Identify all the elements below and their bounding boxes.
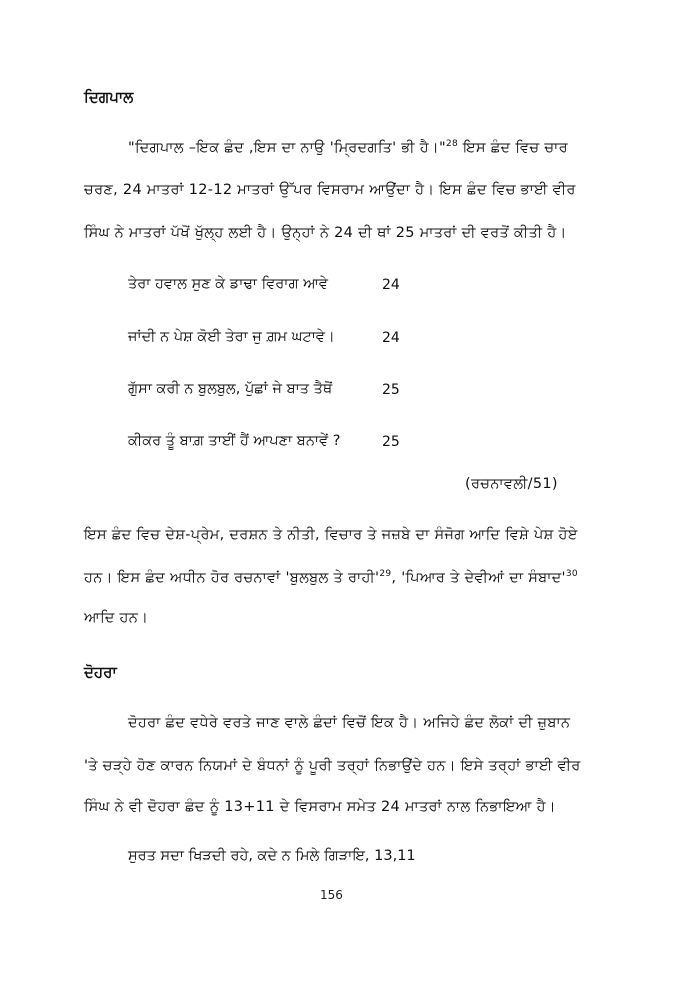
- footnote-ref: 29: [379, 569, 392, 580]
- verse-line: ਤੇਰਾ ਹਵਾਲ ਸੁਣ ਕੇ ਡਾਢਾ ਵਿਰਾਗ ਆਵੇ: [128, 276, 329, 292]
- page-number: 156: [320, 888, 343, 902]
- verse-count: 24: [382, 330, 400, 346]
- paragraph-line: ਦੋਹਰਾ ਛੰਦ ਵਧੇਰੇ ਵਰਤੇ ਜਾਣ ਵਾਲੇ ਛੰਦਾਂ ਵਿਚੋਂ ਇਕ ਹੈ। ਅਜਿਹੇ ਛੰਦ ਲੋਕਾਂ ਦੀ ਜ਼ੁਬਾਨ: [128, 715, 571, 731]
- footnote-ref: 28: [445, 139, 459, 150]
- verse-line: ਸੁਰਤ ਸਦਾ ਖਿੜਦੀ ਰਹੇ, ਕਦੇ ਨ ਮਿਲੇ ਗਿੜਾਇ, 13,11: [128, 848, 416, 864]
- verse-line: ਗੁੱਸਾ ਕਰੀ ਨ ਬੁਲਬੁਲ, ਪੁੱਛਾਂ ਜੇ ਬਾਤ ਤੈਥੋਂ: [128, 381, 333, 397]
- paragraph-line: ਆਦਿ ਹਨ।: [84, 610, 149, 626]
- footnote-ref: 30: [565, 569, 578, 580]
- citation: (ਰਚਨਾਵਲੀ/51): [465, 476, 558, 492]
- section-heading-digpal: ਦਿਗਪਾਲ: [84, 88, 134, 106]
- paragraph-line: ਇਸ ਛੰਦ ਵਿਚ ਦੇਸ਼-ਪ੍ਰੇਮ, ਦਰਸ਼ਨ ਤੇ ਨੀਤੀ, ਵਿਚਾਰ ਤੇ ਜਜ਼ਬੇ ਦਾ ਸੰਜੋਗ ਆਦਿ ਵਿਸ਼ੇ ਪੇਸ਼ ਹੋਏ: [84, 527, 578, 543]
- paragraph-line: [128, 140, 568, 156]
- paragraph-text: ਹਨ। ਇਸ ਛੰਦ ਅਧੀਨ ਹੋਰ ਰਚਨਾਵਾਂ 'ਬੁਲਬੁਲ ਤੇ ਰਾਹੀ': [84, 570, 380, 586]
- paragraph-line: ਸਿੰਘ ਨੇ ਮਾਤਰਾਂ ਪੱਖੋਂ ਖੁੱਲ੍ਹ ਲਈ ਹੈ। ਉਨ੍ਹਾਂ ਨੇ 24 ਦੀ ਥਾਂ 25 ਮਾਤਰਾਂ ਦੀ ਵਰਤੋਂ ਕੀਤੀ ਹੈ।: [84, 225, 567, 241]
- verse-count: 25: [382, 434, 400, 450]
- paragraph-line: ਸਿੰਘ ਨੇ ਵੀ ਦੋਹਰਾ ਛੰਦ ਨੂੰ 13+11 ਦੇ ਵਿਸਰਾਮ ਸਮੇਤ 24 ਮਾਤਰਾਂ ਨਾਲ ਨਿਭਾਇਆ ਹੈ।: [84, 799, 556, 815]
- paragraph-text: , 'ਪਿਆਰ ਤੇ ਦੇਵੀਆਂ ਦਾ ਸੰਬਾਦ': [391, 570, 566, 586]
- verse-count: 25: [382, 382, 400, 398]
- paragraph-line: ਚਰਣ, 24 ਮਾਤਰਾਂ 12-12 ਮਾਤਰਾਂ ਉੱਪਰ ਵਿਸਰਾਮ ਆਉਂਦਾ ਹੈ। ਇਸ ਛੰਦ ਵਿਚ ਭਾਈ ਵੀਰ: [84, 182, 576, 198]
- verse-count: 24: [382, 277, 400, 293]
- paragraph-line: [84, 570, 578, 586]
- paragraph-line: 'ਤੇ ਚੜ੍ਹੇ ਹੋਣ ਕਾਰਨ ਨਿਯਮਾਂ ਦੇ ਬੰਧਨਾਂ ਨੂੰ ਪੂਰੀ ਤਰ੍ਹਾਂ ਨਿਭਾਉਂਦੇ ਹਨ। ਇਸੇ ਤਰ੍ਹਾਂ ਭਾਈ ਵੀਰ: [84, 758, 581, 774]
- section-heading-dohra: ਦੋਹਰਾ: [84, 663, 117, 681]
- verse-line: ਜਾਂਦੀ ਨ ਪੇਸ਼ ਕੋਈ ਤੇਰਾ ਜੁ ਗ਼ਮ ਘਟਾਵੇ।: [128, 329, 335, 345]
- paragraph-text: ਇਸ ਛੰਦ ਵਿਚ ਚਾਰ: [458, 140, 568, 156]
- quote-text: "ਦਿਗਪਾਲ –ਇਕ ਛੰਦ ,ਇਸ ਦਾ ਨਾਉ 'ਮ੍ਰਿਦਗਤਿ' ਭੀ ਹੈ।": [128, 140, 446, 156]
- verse-line: ਕੀਕਰ ਤੂੰ ਬਾਗ਼ ਤਾਈਂ ਹੈਂ ਆਪਣਾ ਬਨਾਵੇਂ ?: [128, 433, 341, 449]
